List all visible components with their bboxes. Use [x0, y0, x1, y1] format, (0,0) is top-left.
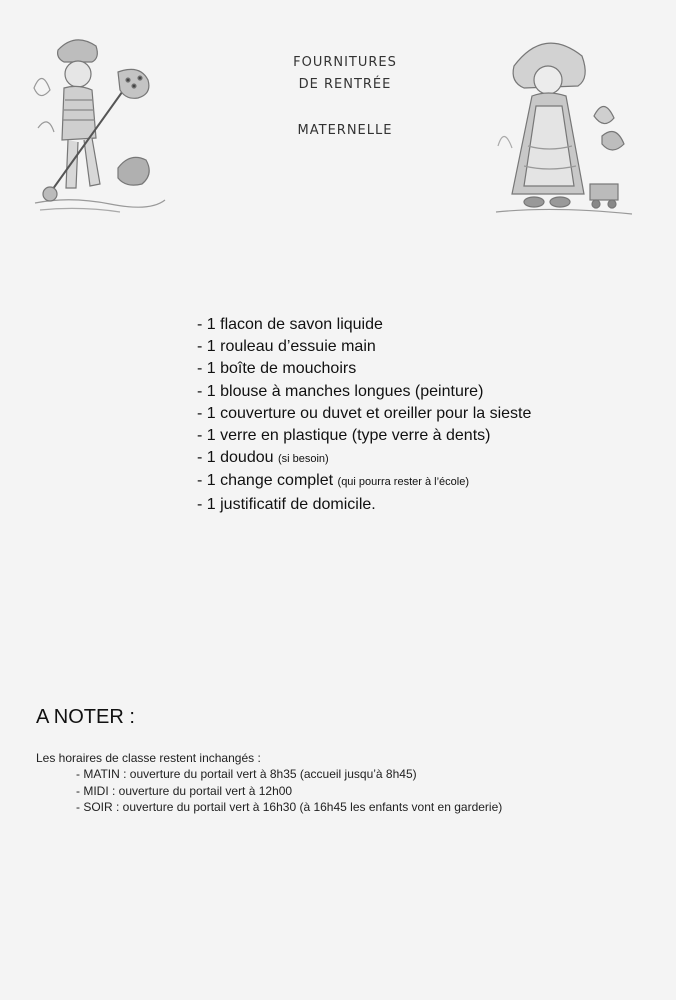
supply-item: - 1 boîte de mouchoirs — [197, 360, 357, 378]
supply-item: - 1 flacon de savon liquide — [197, 316, 383, 333]
supply-item: - 1 couverture ou duvet et oreiller pour la sieste — [197, 404, 532, 422]
supply-item: - 1 verre en plastique (type verre à dents) — [197, 427, 491, 445]
title-line-2: DE RENTRÉE — [298, 77, 392, 92]
supply-item: - 1 change complet (qui pourra rester à l’école) — [197, 472, 469, 490]
supply-item-note: (qui pourra rester à l’école) — [337, 476, 469, 489]
girl-with-bonnet-illustration — [494, 26, 634, 221]
schedule-item-soir: - SOIR : ouverture du portail vert à 16h30 (à 16h45 les enfants vont en garderie) — [76, 800, 503, 814]
supply-item: - 1 doudou (si besoin) — [197, 449, 329, 467]
schedule-item-matin: - MATIN : ouverture du portail vert à 8h35 (accueil jusqu’à 8h45) — [76, 767, 417, 781]
document-subtitle: MATERNELLE — [297, 123, 393, 138]
notes-heading: A NOTER : — [36, 706, 135, 728]
title-line-1: FOURNITURES — [293, 55, 397, 70]
boy-with-hobby-horse-illustration — [30, 28, 170, 218]
supply-list — [197, 314, 531, 516]
supply-item-note: (si besoin) — [277, 453, 329, 466]
supply-item: - 1 justificatif de domicile. — [197, 495, 376, 513]
supply-item: - 1 blouse à manches longues (peinture) — [197, 382, 484, 400]
schedule-item-midi: - MIDI : ouverture du portail vert à 12h00 — [76, 783, 293, 798]
supply-item: - 1 rouleau d’essuie main — [197, 338, 376, 356]
schedule-intro: Les horaires de classe restent inchangés : — [36, 751, 261, 765]
schedule-list — [76, 766, 502, 816]
document-title — [230, 52, 460, 142]
